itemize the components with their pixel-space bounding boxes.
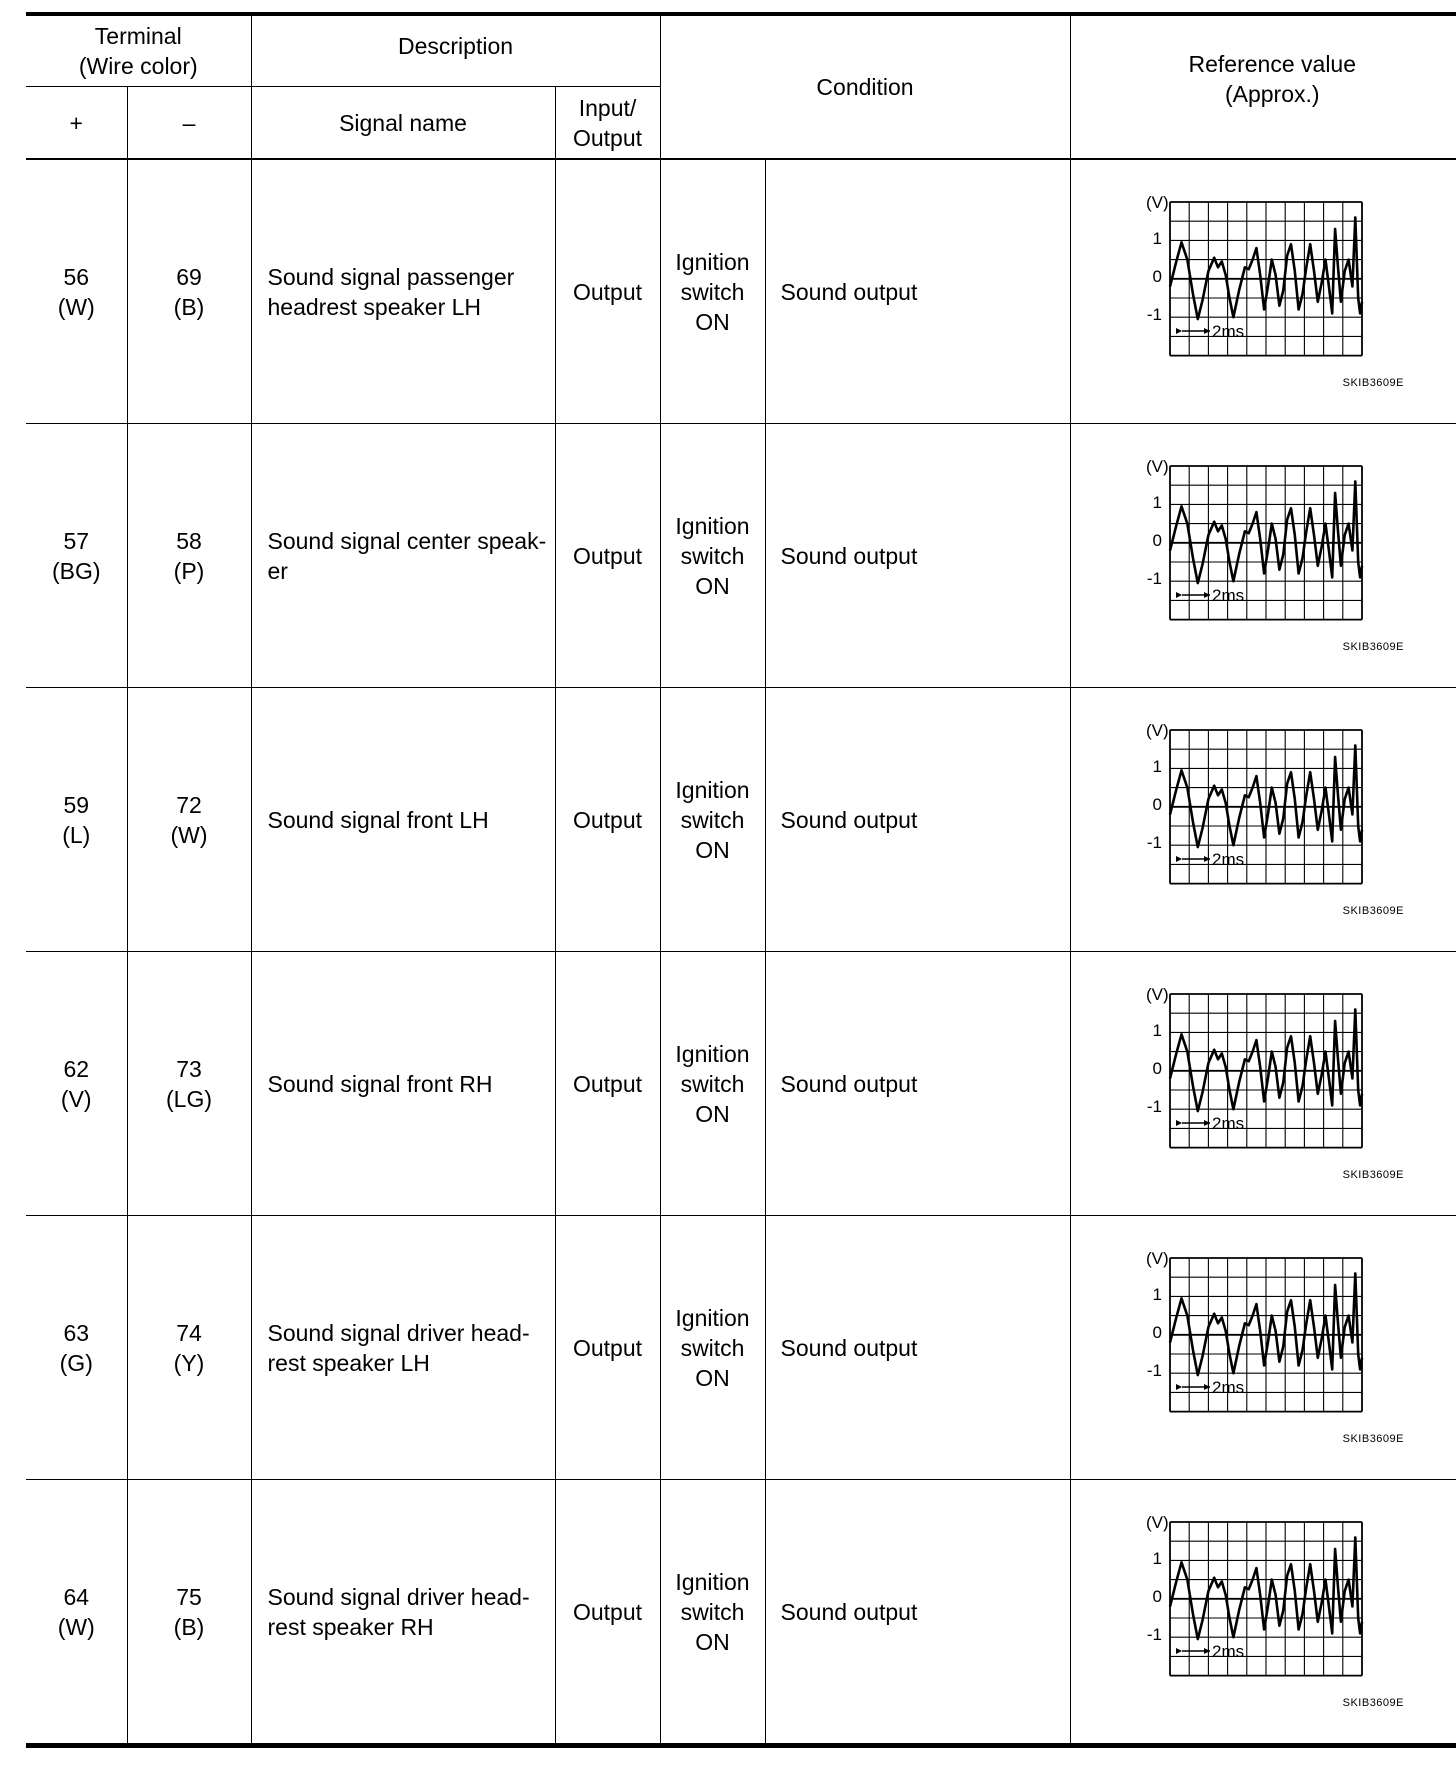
switch-label: switch bbox=[680, 1334, 745, 1361]
switch-label: switch bbox=[680, 278, 745, 305]
reference-value-cell bbox=[1070, 159, 1456, 424]
tick-label-1: 1 bbox=[1152, 1284, 1163, 1304]
terminal-header-label: Terminal bbox=[94, 23, 182, 49]
ignition-condition-cell bbox=[660, 688, 765, 952]
table-row bbox=[26, 952, 1456, 1216]
figure-code: SKIB3609E bbox=[1342, 1696, 1405, 1709]
tick-label-0: 0 bbox=[1152, 1058, 1163, 1078]
plus-wire-color: (G) bbox=[59, 1349, 93, 1376]
minus-terminal-cell bbox=[127, 159, 251, 424]
switch-label: switch bbox=[680, 1070, 745, 1097]
time-scale-label: 2ms bbox=[1212, 1641, 1245, 1661]
table-row bbox=[26, 688, 1456, 952]
tick-label-minus1: -1 bbox=[1147, 1096, 1163, 1116]
tick-label-1: 1 bbox=[1152, 492, 1163, 512]
minus-wire-color: (B) bbox=[173, 293, 205, 320]
signal-name-line2: headrest speaker LH bbox=[267, 293, 482, 320]
minus-terminal-cell bbox=[127, 1216, 251, 1480]
tick-label-minus1: -1 bbox=[1147, 832, 1163, 852]
ignition-label: Ignition bbox=[675, 1304, 750, 1331]
header-row-1 bbox=[26, 14, 1456, 87]
on-label: ON bbox=[695, 1628, 730, 1655]
ignition-label: Ignition bbox=[675, 248, 750, 275]
reference-value-cell bbox=[1070, 1216, 1456, 1480]
tick-label-1: 1 bbox=[1152, 756, 1163, 776]
time-scale-label: 2ms bbox=[1212, 1377, 1245, 1397]
plus-terminal-number: 64 bbox=[63, 1583, 90, 1610]
signal-name-line1: Sound signal front RH bbox=[267, 1070, 493, 1097]
signal-name-line1: Sound signal driver head- bbox=[267, 1583, 530, 1610]
condition-state-cell: Sound output bbox=[765, 159, 1070, 424]
ignition-label: Ignition bbox=[675, 1040, 750, 1067]
condition-state-cell: Sound output bbox=[765, 1480, 1070, 1746]
signal-name-line1: Sound signal driver head- bbox=[267, 1319, 530, 1346]
waveform-graph bbox=[1132, 456, 1412, 656]
table-row bbox=[26, 159, 1456, 424]
signal-name-line1: Sound signal passenger bbox=[267, 263, 515, 290]
plus-wire-color: (V) bbox=[60, 1085, 92, 1112]
wire-color-header-label: (Wire color) bbox=[78, 53, 198, 79]
input-output-cell: Output bbox=[555, 424, 660, 688]
time-scale-marker bbox=[1176, 1384, 1210, 1390]
tick-label-minus1: -1 bbox=[1147, 304, 1163, 324]
plus-terminal-number: 57 bbox=[63, 527, 90, 554]
signal-name-cell bbox=[251, 159, 555, 424]
signal-name-line1: Sound signal front LH bbox=[267, 806, 489, 833]
waveform-graph bbox=[1132, 984, 1412, 1184]
figure-code: SKIB3609E bbox=[1342, 1432, 1405, 1445]
tick-label-0: 0 bbox=[1152, 794, 1163, 814]
minus-terminal-cell bbox=[127, 1480, 251, 1746]
time-scale-marker bbox=[1176, 856, 1210, 862]
description-header bbox=[251, 14, 660, 87]
time-scale-marker bbox=[1176, 592, 1210, 598]
table-body bbox=[26, 159, 1456, 1746]
plus-terminal-cell bbox=[26, 159, 127, 424]
condition-header bbox=[660, 14, 1070, 159]
waveform-graph bbox=[1132, 1512, 1412, 1712]
plus-wire-color: (W) bbox=[57, 293, 95, 320]
tick-label-1: 1 bbox=[1152, 1020, 1163, 1040]
tick-label-0: 0 bbox=[1152, 1586, 1163, 1606]
minus-wire-color: (P) bbox=[173, 557, 205, 584]
condition-header-label: Condition bbox=[816, 74, 914, 100]
table-row bbox=[26, 1216, 1456, 1480]
minus-terminal-number: 75 bbox=[176, 1583, 202, 1610]
input-output-cell: Output bbox=[555, 952, 660, 1216]
reference-value-cell bbox=[1070, 688, 1456, 952]
minus-terminal-number: 58 bbox=[176, 527, 202, 554]
tick-label-1: 1 bbox=[1152, 1548, 1163, 1568]
on-label: ON bbox=[695, 308, 730, 335]
waveform-graph bbox=[1132, 720, 1412, 920]
input-output-cell: Output bbox=[555, 159, 660, 424]
input-output-header-line1: Input/ bbox=[578, 94, 637, 121]
plus-terminal-cell bbox=[26, 688, 127, 952]
condition-state-cell: Sound output bbox=[765, 424, 1070, 688]
input-output-header bbox=[555, 87, 660, 160]
time-scale-label: 2ms bbox=[1212, 849, 1245, 869]
input-output-cell: Output bbox=[555, 1216, 660, 1480]
signal-name-cell bbox=[251, 1216, 555, 1480]
ignition-condition-cell bbox=[660, 1216, 765, 1480]
signal-name-line2: rest speaker LH bbox=[267, 1349, 430, 1376]
tick-label-minus1: -1 bbox=[1147, 568, 1163, 588]
switch-label: switch bbox=[680, 1598, 745, 1625]
plus-terminal-cell bbox=[26, 1216, 127, 1480]
ignition-condition-cell bbox=[660, 952, 765, 1216]
plus-terminal-cell bbox=[26, 424, 127, 688]
tick-label-0: 0 bbox=[1152, 530, 1163, 550]
plus-terminal-number: 59 bbox=[63, 791, 90, 818]
minus-wire-color: (B) bbox=[173, 1613, 205, 1640]
time-scale-label: 2ms bbox=[1212, 1113, 1245, 1133]
volt-unit-label: (V) bbox=[1146, 984, 1169, 1004]
plus-wire-color: (W) bbox=[57, 1613, 95, 1640]
ignition-label: Ignition bbox=[675, 1568, 750, 1595]
condition-state-cell: Sound output bbox=[765, 952, 1070, 1216]
reference-value-cell bbox=[1070, 1480, 1456, 1746]
volt-unit-label: (V) bbox=[1146, 456, 1169, 476]
minus-terminal-number: 73 bbox=[176, 1055, 202, 1082]
description-header-label: Description bbox=[397, 33, 514, 59]
waveform-graph bbox=[1132, 1248, 1412, 1448]
plus-terminal-number: 62 bbox=[63, 1055, 90, 1082]
figure-code: SKIB3609E bbox=[1342, 376, 1405, 389]
plus-terminal-number: 56 bbox=[63, 263, 90, 290]
tick-label-0: 0 bbox=[1152, 1322, 1163, 1342]
ignition-condition-cell bbox=[660, 424, 765, 688]
figure-code: SKIB3609E bbox=[1342, 1168, 1405, 1181]
signal-name-cell bbox=[251, 952, 555, 1216]
minus-terminal-cell bbox=[127, 688, 251, 952]
plus-wire-color: (BG) bbox=[51, 557, 101, 584]
minus-header: – bbox=[127, 87, 251, 160]
tick-label-0: 0 bbox=[1152, 266, 1163, 286]
switch-label: switch bbox=[680, 542, 745, 569]
time-scale-marker bbox=[1176, 328, 1210, 334]
plus-terminal-number: 63 bbox=[63, 1319, 90, 1346]
waveform-graph bbox=[1132, 192, 1412, 392]
ignition-condition-cell bbox=[660, 159, 765, 424]
tick-label-minus1: -1 bbox=[1147, 1624, 1163, 1644]
minus-terminal-number: 74 bbox=[176, 1319, 202, 1346]
plus-header: + bbox=[26, 87, 127, 160]
input-output-cell: Output bbox=[555, 688, 660, 952]
on-label: ON bbox=[695, 1100, 730, 1127]
switch-label: switch bbox=[680, 806, 745, 833]
figure-code: SKIB3609E bbox=[1342, 640, 1405, 653]
signal-name-header: Signal name bbox=[251, 87, 555, 160]
approx-header-label: (Approx.) bbox=[1224, 81, 1320, 107]
on-label: ON bbox=[695, 836, 730, 863]
tick-label-minus1: -1 bbox=[1147, 1360, 1163, 1380]
volt-unit-label: (V) bbox=[1146, 1248, 1169, 1268]
volt-unit-label: (V) bbox=[1146, 1512, 1169, 1532]
terminal-reference-table bbox=[26, 12, 1456, 1748]
signal-name-line1: Sound signal center speak- bbox=[267, 527, 547, 554]
volt-unit-label: (V) bbox=[1146, 720, 1169, 740]
time-scale-marker bbox=[1176, 1120, 1210, 1126]
time-scale-label: 2ms bbox=[1212, 585, 1245, 605]
ignition-condition-cell bbox=[660, 1480, 765, 1746]
minus-terminal-number: 72 bbox=[176, 791, 202, 818]
figure-code: SKIB3609E bbox=[1342, 904, 1405, 917]
condition-state-cell: Sound output bbox=[765, 688, 1070, 952]
signal-name-cell bbox=[251, 688, 555, 952]
reference-value-cell bbox=[1070, 952, 1456, 1216]
on-label: ON bbox=[695, 572, 730, 599]
minus-terminal-cell bbox=[127, 952, 251, 1216]
plus-terminal-cell bbox=[26, 952, 127, 1216]
table-row bbox=[26, 424, 1456, 688]
on-label: ON bbox=[695, 1364, 730, 1391]
ignition-label: Ignition bbox=[675, 776, 750, 803]
input-output-header-line2: Output bbox=[572, 124, 643, 151]
ignition-label: Ignition bbox=[675, 512, 750, 539]
time-scale-label: 2ms bbox=[1212, 321, 1245, 341]
reference-value-header-label: Reference value bbox=[1188, 51, 1357, 77]
terminal-header bbox=[26, 14, 251, 87]
minus-wire-color: (W) bbox=[170, 821, 208, 848]
time-scale-marker bbox=[1176, 1648, 1210, 1654]
plus-terminal-cell bbox=[26, 1480, 127, 1746]
volt-unit-label: (V) bbox=[1146, 192, 1169, 212]
signal-name-line2: er bbox=[267, 557, 288, 584]
signal-name-cell bbox=[251, 1480, 555, 1746]
minus-wire-color: (Y) bbox=[173, 1349, 205, 1376]
minus-terminal-number: 69 bbox=[176, 263, 202, 290]
minus-wire-color: (LG) bbox=[166, 1085, 212, 1112]
minus-terminal-cell bbox=[127, 424, 251, 688]
signal-name-line2: rest speaker RH bbox=[267, 1613, 434, 1640]
signal-name-cell bbox=[251, 424, 555, 688]
table-row bbox=[26, 1480, 1456, 1746]
input-output-cell: Output bbox=[555, 1480, 660, 1746]
condition-state-cell: Sound output bbox=[765, 1216, 1070, 1480]
reference-value-cell bbox=[1070, 424, 1456, 688]
plus-wire-color: (L) bbox=[62, 821, 91, 848]
reference-value-header bbox=[1070, 14, 1456, 159]
tick-label-1: 1 bbox=[1152, 228, 1163, 248]
